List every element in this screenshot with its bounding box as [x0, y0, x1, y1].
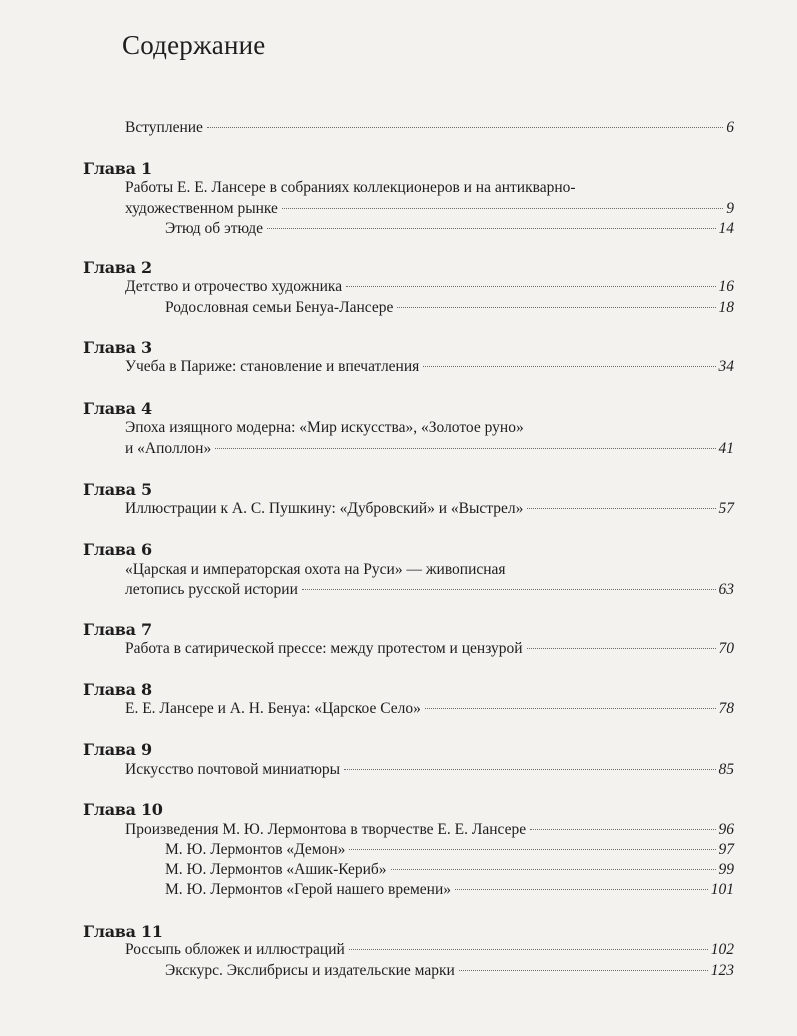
toc-page-number: 96: [718, 821, 734, 838]
toc-subentry-ch10-3[interactable]: [165, 880, 734, 900]
toc-subentry-ch10-2[interactable]: [165, 860, 734, 880]
toc-page-number: 57: [718, 500, 734, 517]
toc-entry-title: и «Аполлон»: [125, 440, 212, 457]
dot-leader: [527, 648, 716, 649]
toc-entry-ch6[interactable]: [125, 580, 734, 600]
dot-leader: [425, 708, 716, 709]
toc-entry-title: художественном рынке: [125, 200, 278, 217]
toc-entry-title: Е. Е. Лансере и А. Н. Бенуа: «Царское Село»: [125, 700, 421, 717]
dot-leader: [349, 949, 708, 950]
toc-entry-title: Детство и отрочество художника: [125, 278, 343, 295]
toc-entry-title: Учеба в Париже: становление и впечатления: [125, 358, 420, 375]
dot-leader: [459, 970, 708, 971]
toc-page-number: 78: [718, 700, 734, 717]
chapter-heading-2: Глава 2: [83, 258, 152, 277]
toc-entry-title: М. Ю. Лермонтов «Ашик-Кериб»: [165, 861, 387, 878]
chapter-heading-5: Глава 5: [83, 480, 152, 499]
toc-entry-ch9[interactable]: [125, 760, 734, 780]
toc-page-number: 123: [710, 962, 734, 979]
toc-page-number: 101: [710, 881, 734, 898]
toc-entry-title: Искусство почтовой миниатюры: [125, 761, 341, 778]
toc-entry-title: летопись русской истории: [125, 581, 298, 598]
toc-entry-title: Этюд об этюде: [165, 220, 264, 237]
dot-leader: [455, 889, 708, 890]
toc-entry-ch11[interactable]: [125, 940, 734, 960]
toc-entry-title: Россыпь обложек и иллюстраций: [125, 941, 345, 958]
toc-entry-title: М. Ю. Лермонтов «Демон»: [165, 841, 346, 858]
dot-leader: [349, 849, 715, 850]
chapter-heading-9: Глава 9: [83, 740, 152, 759]
chapter-heading-10: Глава 10: [83, 800, 163, 819]
toc-page-number: 14: [718, 220, 734, 237]
toc-subentry-ch10-1[interactable]: [165, 840, 734, 860]
toc-entry-title: Иллюстрации к А. С. Пушкину: «Дубровский» и «Выстрел»: [125, 500, 524, 517]
toc-entry-ch2[interactable]: [125, 277, 734, 297]
toc-page-number: 6: [726, 119, 734, 136]
toc-entry-ch1[interactable]: [125, 199, 734, 219]
toc-entry-title-line[interactable]: «Царская и императорская охота на Руси» — живописная: [125, 561, 506, 578]
dot-leader: [527, 508, 715, 509]
toc-subentry-ch2[interactable]: [165, 298, 734, 318]
toc-page-number: 18: [718, 299, 734, 316]
toc-entry-ch5[interactable]: [125, 499, 734, 519]
chapter-heading-8: Глава 8: [83, 680, 152, 699]
dot-leader: [344, 769, 715, 770]
toc-entry-title: Произведения М. Ю. Лермонтова в творчестве Е. Е. Лансере: [125, 821, 527, 838]
toc-page-number: 97: [718, 841, 734, 858]
toc-page-number: 99: [718, 861, 734, 878]
dot-leader: [302, 589, 716, 590]
toc-entry-title: Родословная семьи Бенуа-Лансере: [165, 299, 394, 316]
dot-leader: [207, 127, 723, 128]
chapter-heading-11: Глава 11: [83, 922, 163, 941]
dot-leader: [423, 366, 715, 367]
toc-subentry-ch11[interactable]: [165, 961, 734, 981]
toc-entry-title: Экскурс. Экслибрисы и издательские марки: [165, 962, 455, 979]
toc-entry-ch4[interactable]: [125, 439, 734, 459]
toc-page-number: 41: [718, 440, 734, 457]
toc-entry-ch8[interactable]: [125, 699, 734, 719]
dot-leader: [397, 307, 715, 308]
toc-page-number: 70: [718, 640, 734, 657]
toc-page-number: 9: [726, 200, 734, 217]
dot-leader: [267, 228, 715, 229]
toc-page-number: 34: [718, 358, 734, 375]
toc-subentry-ch1[interactable]: [165, 219, 734, 239]
toc-entry-ch3[interactable]: [125, 357, 734, 377]
toc-entry-title-line[interactable]: Эпоха изящного модерна: «Мир искусства», «Золотое руно»: [125, 419, 524, 436]
chapter-heading-7: Глава 7: [83, 620, 152, 639]
chapter-heading-1: Глава 1: [83, 159, 152, 178]
toc-page-number: 16: [718, 278, 734, 295]
toc-entry-intro[interactable]: [125, 118, 734, 138]
toc-entry-ch10[interactable]: [125, 820, 734, 840]
toc-entry-ch7[interactable]: [125, 639, 734, 659]
toc-page-number: 85: [718, 761, 734, 778]
dot-leader: [346, 286, 715, 287]
toc-page-number: 63: [718, 581, 734, 598]
toc-entry-title-line[interactable]: Работы Е. Е. Лансере в собраниях коллекционеров и на антикварно-: [125, 179, 576, 196]
chapter-heading-3: Глава 3: [83, 338, 152, 357]
toc-page-number: 102: [710, 941, 734, 958]
page-title: Содержание: [122, 30, 266, 60]
toc-entry-title: Работа в сатирической прессе: между протестом и цензурой: [125, 640, 523, 657]
dot-leader: [215, 448, 715, 449]
dot-leader: [282, 208, 723, 209]
toc-entry-title: М. Ю. Лермонтов «Герой нашего времени»: [165, 881, 452, 898]
chapter-heading-4: Глава 4: [83, 399, 152, 418]
dot-leader: [391, 869, 716, 870]
chapter-heading-6: Глава 6: [83, 540, 152, 559]
dot-leader: [530, 829, 715, 830]
toc-entry-title: Вступление: [125, 119, 203, 136]
